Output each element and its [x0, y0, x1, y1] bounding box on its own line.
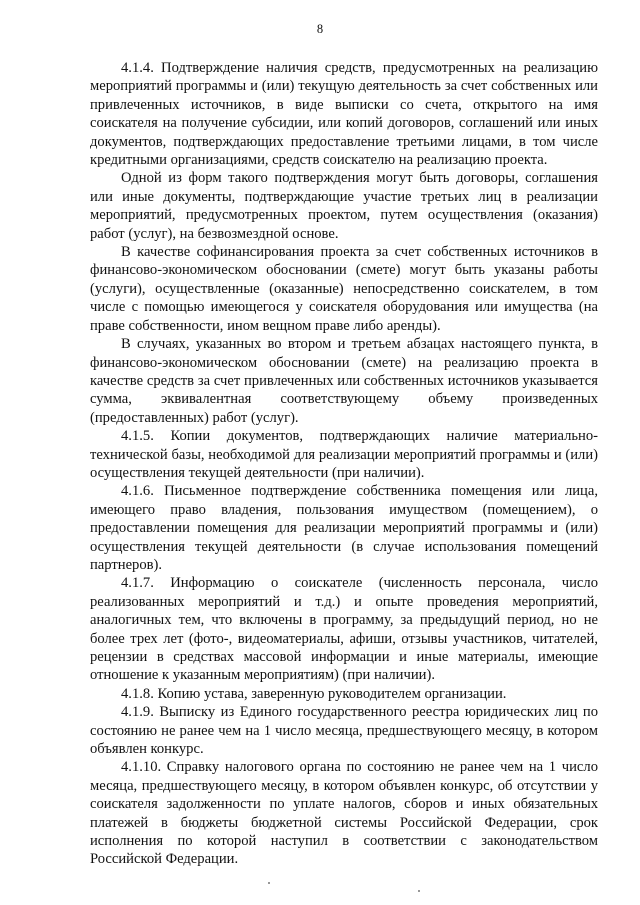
paragraph-4-1-7: 4.1.7. Информацию о соискателе (численность персонала, число реализованных мероприятий и т.д.) и опыте проведения мероприятий, аналогичных тем, что включены в программу, за предыдущий период, но не более трех лет (фото-, видеоматериалы, афиши, отзывы участников, читателей, рецензии в средствах массовой информации и иные материалы, имеющие отношение к указанным мероприятиям) (при наличии). — [90, 575, 598, 684]
paragraph-4-1-6: 4.1.6. Письменное подтверждение собственника помещения или лица, имеющего право владения, пользования имуществом (помещением), о предоставлении помещения для реализации мероприятий программы и (или) осуществления текущей деятельности (в случае использования помещений партнеров). — [90, 483, 598, 573]
page-number: 8 — [316, 22, 324, 36]
paragraph-4-1-5: 4.1.5. Копии документов, подтверждающих наличие материально-технической базы, необходимой для реализации мероприятий программы и (или) осуществления текущей деятельности (при наличии). — [90, 428, 598, 481]
paragraph-4-1-4: 4.1.4. Подтверждение наличия средств, предусмотренных на реализацию мероприятий программы и (или) текущую деятельность за счет собственных или привлеченных источников, в виде выписки со счета, открытого на имя соискателя на получение субсидии, или копий договоров, соглашений или иных документов, подтверждающих предоставление третьими лицами, в том числе кредитными организациями, средств соискателю на реализацию проекта. — [90, 60, 598, 169]
paragraph-cofinancing: В качестве софинансирования проекта за счет собственных источников в финансово-экономическом обосновании (смете) могут быть указаны работы (услуги), осуществленные (оказанные) непосредственно соискателем, в том числе с помощью имеющегося у соискателя оборудования или имущества (на праве собственности, ином вещном праве либо аренды). — [90, 244, 598, 334]
scan-speck — [268, 882, 270, 884]
scan-speck — [418, 890, 420, 892]
paragraph-4-1-9: 4.1.9. Выписку из Единого государственного реестра юридических лиц по состоянию не ранее чем на 1 число месяца, предшествующего месяцу, в котором объявлен конкурс. — [90, 704, 598, 758]
paragraph-4-1-8: 4.1.8. Копию устава, заверенную руководителем организации. — [121, 685, 507, 702]
document-body — [90, 59, 598, 869]
paragraph-4-1-10: 4.1.10. Справку налогового органа по состоянию не ранее чем на 1 число месяца, предшествующего месяцу, в котором объявлен конкурс, об отсутствии у соискателя задолженности по уплате налогов, сборов и иных обязательных платежей в бюджеты бюджетной системы Российской Федерации, срок исполнения по которой наступил в соответствии с законодательством Российской Федерации. — [90, 759, 598, 868]
paragraph-equivalent-sum: В случаях, указанных во втором и третьем абзацах настоящего пункта, в финансово-экономическом обосновании (смете) на реализацию проекта в качестве средств за счет привлеченных или собственных источников указывается сумма, эквивалентная соответствующему объему произведенных (предоставленных) работ (услуг). — [90, 336, 598, 426]
paragraph-confirmation-forms: Одной из форм такого подтверждения могут быть договоры, соглашения или иные документы, подтверждающие участие третьих лиц в реализации мероприятий, предусмотренных проектом, путем осуществления (оказания) работ (услуг), на безвозмездной основе. — [90, 170, 598, 242]
